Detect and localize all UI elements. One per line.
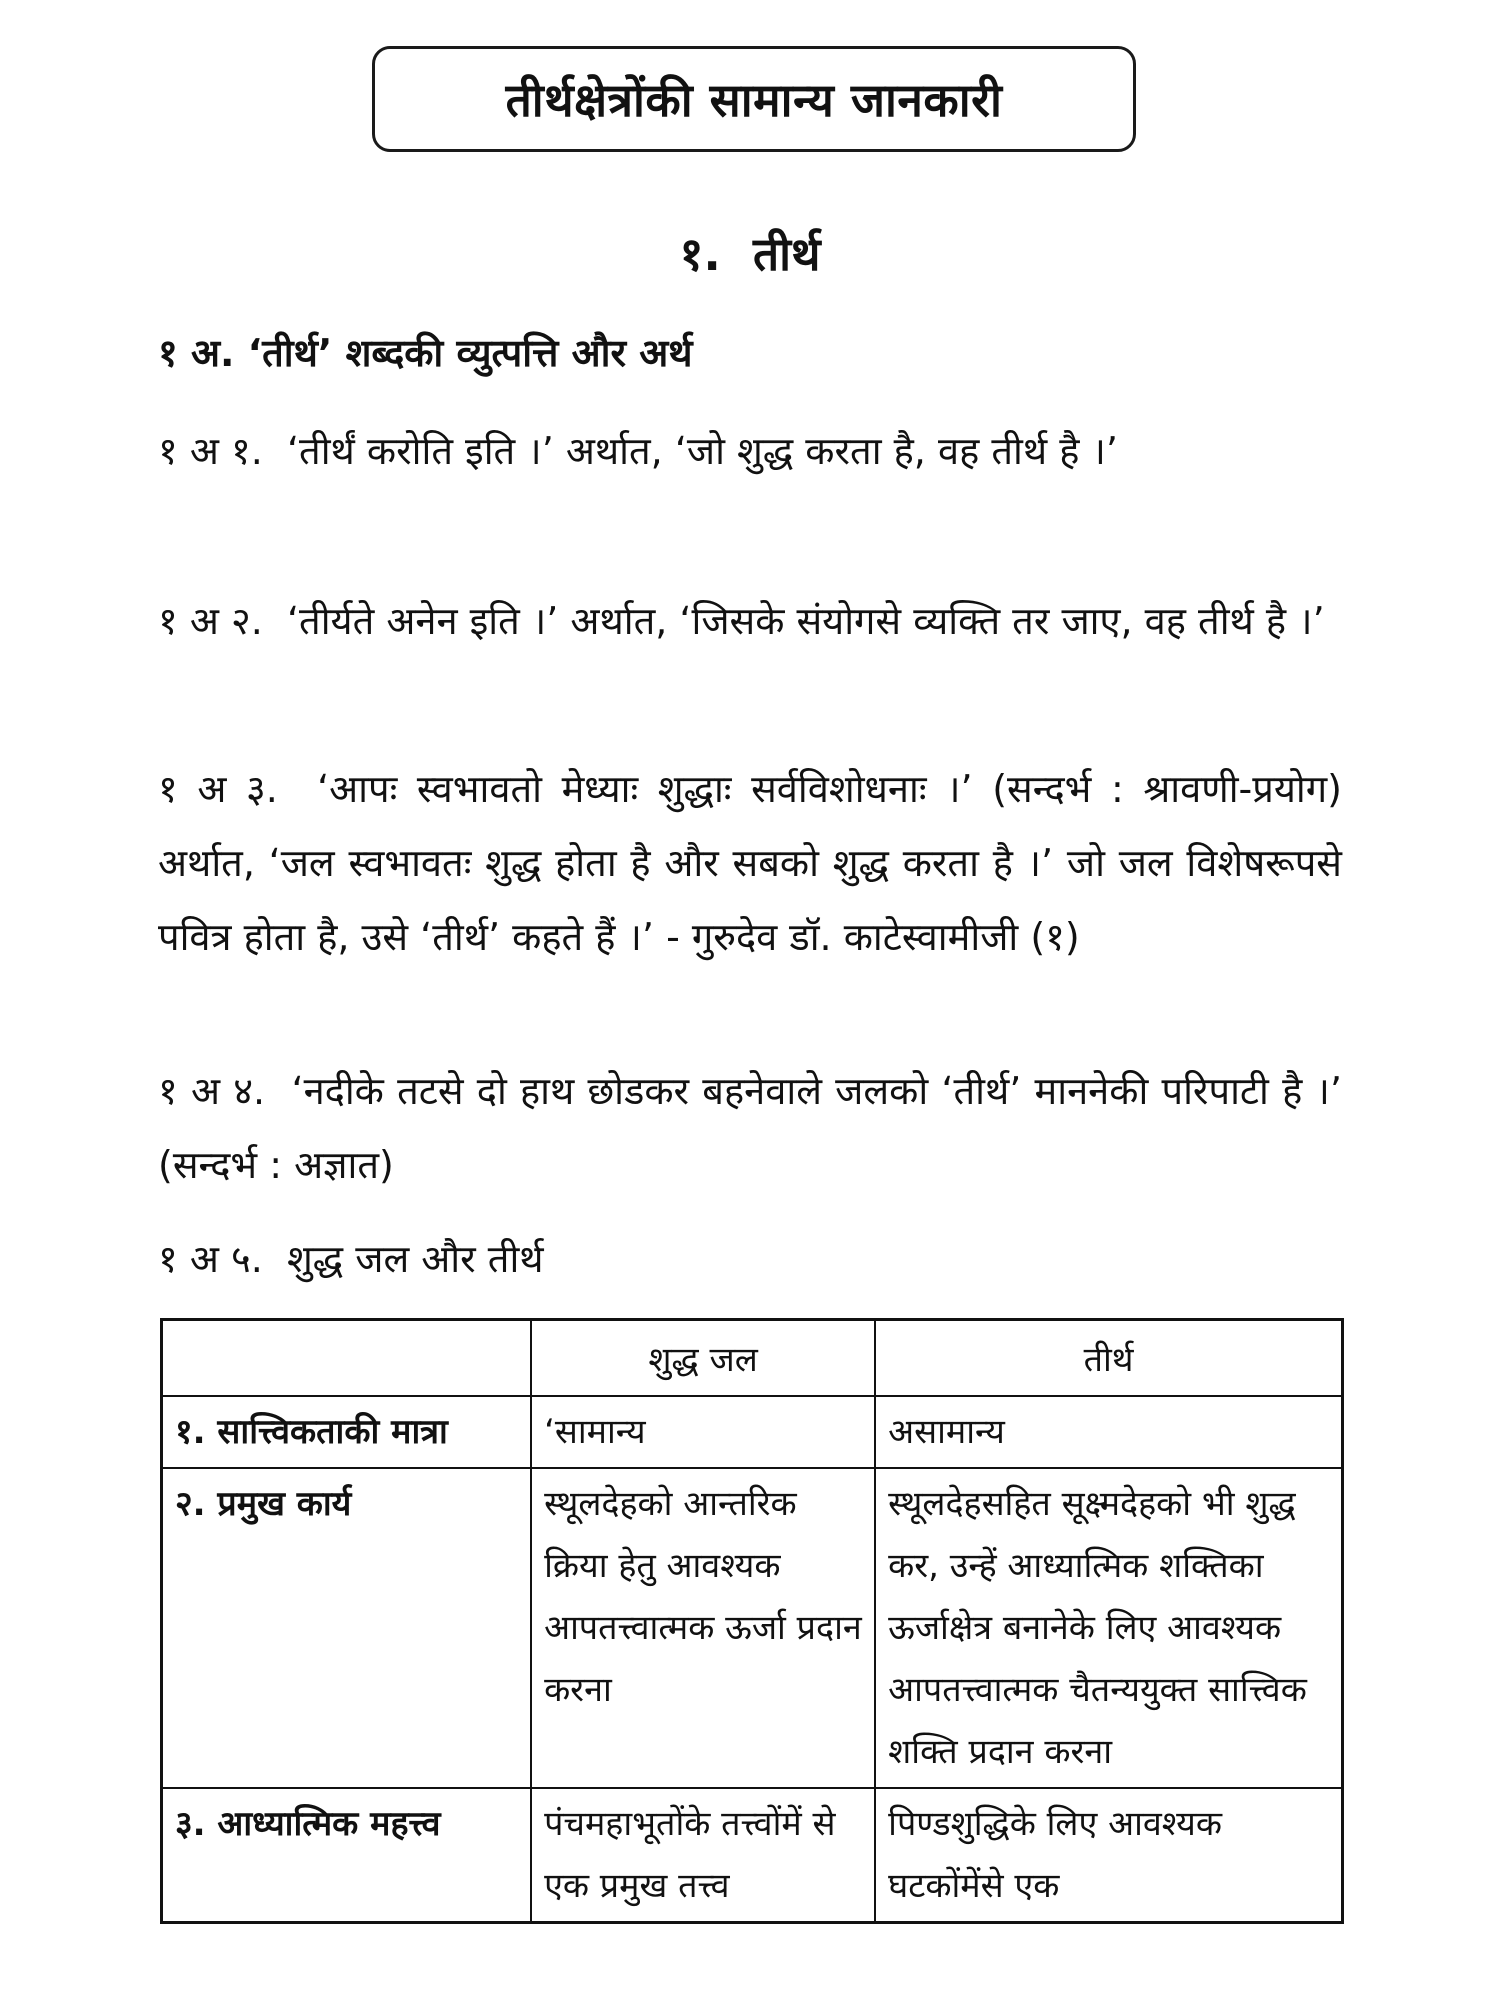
- item-label: १ अ ३.: [158, 767, 278, 811]
- table-header-row: [162, 1320, 1343, 1397]
- item-text: ‘आपः स्वभावतो मेध्याः शुद्धाः सर्वविशोधनाः ।’ (सन्दर्भ : श्रावणी-प्रयोग) अर्थात, ‘जल स्वभावतः शुद्ध होता है और सबको शुद्ध करता है ।’ जो जल विशेषरूपसे पवित्र होता है, उसे ‘तीर्थ’ कहते हैं ।’ - गुरुदेव डॉ. काटेस्वामीजी (१): [158, 767, 1342, 959]
- item-text: ‘तीर्यते अनेन इति ।’ अर्थात, ‘जिसके संयोगसे व्यक्ति तर जाए, वह तीर्थ है ।’: [286, 599, 1325, 643]
- item-1a1: [158, 414, 1342, 488]
- table-header-cell: तीर्थ: [875, 1320, 1342, 1397]
- table-cell: असामान्य: [875, 1396, 1342, 1468]
- table-cell: पिण्डशुद्धिके लिए आवश्यक घटकोंमेंसे एक: [875, 1788, 1342, 1923]
- table-row-label: १. सात्त्विकताकी मात्रा: [162, 1396, 532, 1468]
- item-text: ‘तीर्थं करोति इति ।’ अर्थात, ‘जो शुद्ध करता है, वह तीर्थ है ।’: [286, 429, 1118, 473]
- item-label: १ अ ४.: [158, 1069, 266, 1113]
- page-title: तीर्थक्षेत्रोंकी सामान्य जानकारी: [505, 73, 1003, 127]
- item-text: ‘नदीके तटसे दो हाथ छोडकर बहनेवाले जलको ‘तीर्थ’ माननेकी परिपाटी है ।’ (सन्दर्भ : अज्ञात): [158, 1069, 1342, 1187]
- table-cell: पंचमहाभूतोंके तत्त्वोंमें से एक प्रमुख तत्त्व: [531, 1788, 875, 1923]
- item-1a3: [158, 752, 1342, 974]
- item-label: १ अ ५.: [158, 1237, 263, 1281]
- section-heading: [0, 222, 1500, 284]
- section-number: १.: [679, 227, 721, 281]
- table-cell: स्थूलदेहसहित सूक्ष्मदेहको भी शुद्ध कर, उन्हें आध्यात्मिक शक्तिका ऊर्जाक्षेत्र बनानेके लिए आवश्यक आपतत्त्वात्मक चैतन्ययुक्त सात्त्विक शक्ति प्रदान करना: [875, 1468, 1342, 1788]
- item-1a2: [158, 584, 1342, 658]
- table-row-label: २. प्रमुख कार्य: [162, 1468, 532, 1788]
- table-row: [162, 1468, 1343, 1788]
- table-header-cell: [162, 1320, 532, 1397]
- item-1a5: [158, 1222, 1342, 1296]
- item-text: शुद्ध जल और तीर्थ: [286, 1237, 544, 1281]
- title-box: [372, 46, 1136, 152]
- table-cell: स्थूलदेहको आन्तरिक क्रिया हेतु आवश्यक आपतत्त्वात्मक ऊर्जा प्रदान करना: [531, 1468, 875, 1788]
- item-1a4: [158, 1054, 1342, 1202]
- item-label: १ अ १.: [158, 429, 263, 473]
- heading-1a: १ अ. ‘तीर्थ’ शब्दकी व्युत्पत्ति और अर्थ: [158, 331, 693, 375]
- item-label: १ अ २.: [158, 599, 263, 643]
- table-row-label: ३. आध्यात्मिक महत्त्व: [162, 1788, 532, 1923]
- table-header-cell: शुद्ध जल: [531, 1320, 875, 1397]
- section-title: तीर्थ: [752, 227, 821, 281]
- comparison-table: [160, 1318, 1344, 1924]
- table-row: [162, 1788, 1343, 1923]
- table-row: [162, 1396, 1343, 1468]
- table-cell: ‘सामान्य: [531, 1396, 875, 1468]
